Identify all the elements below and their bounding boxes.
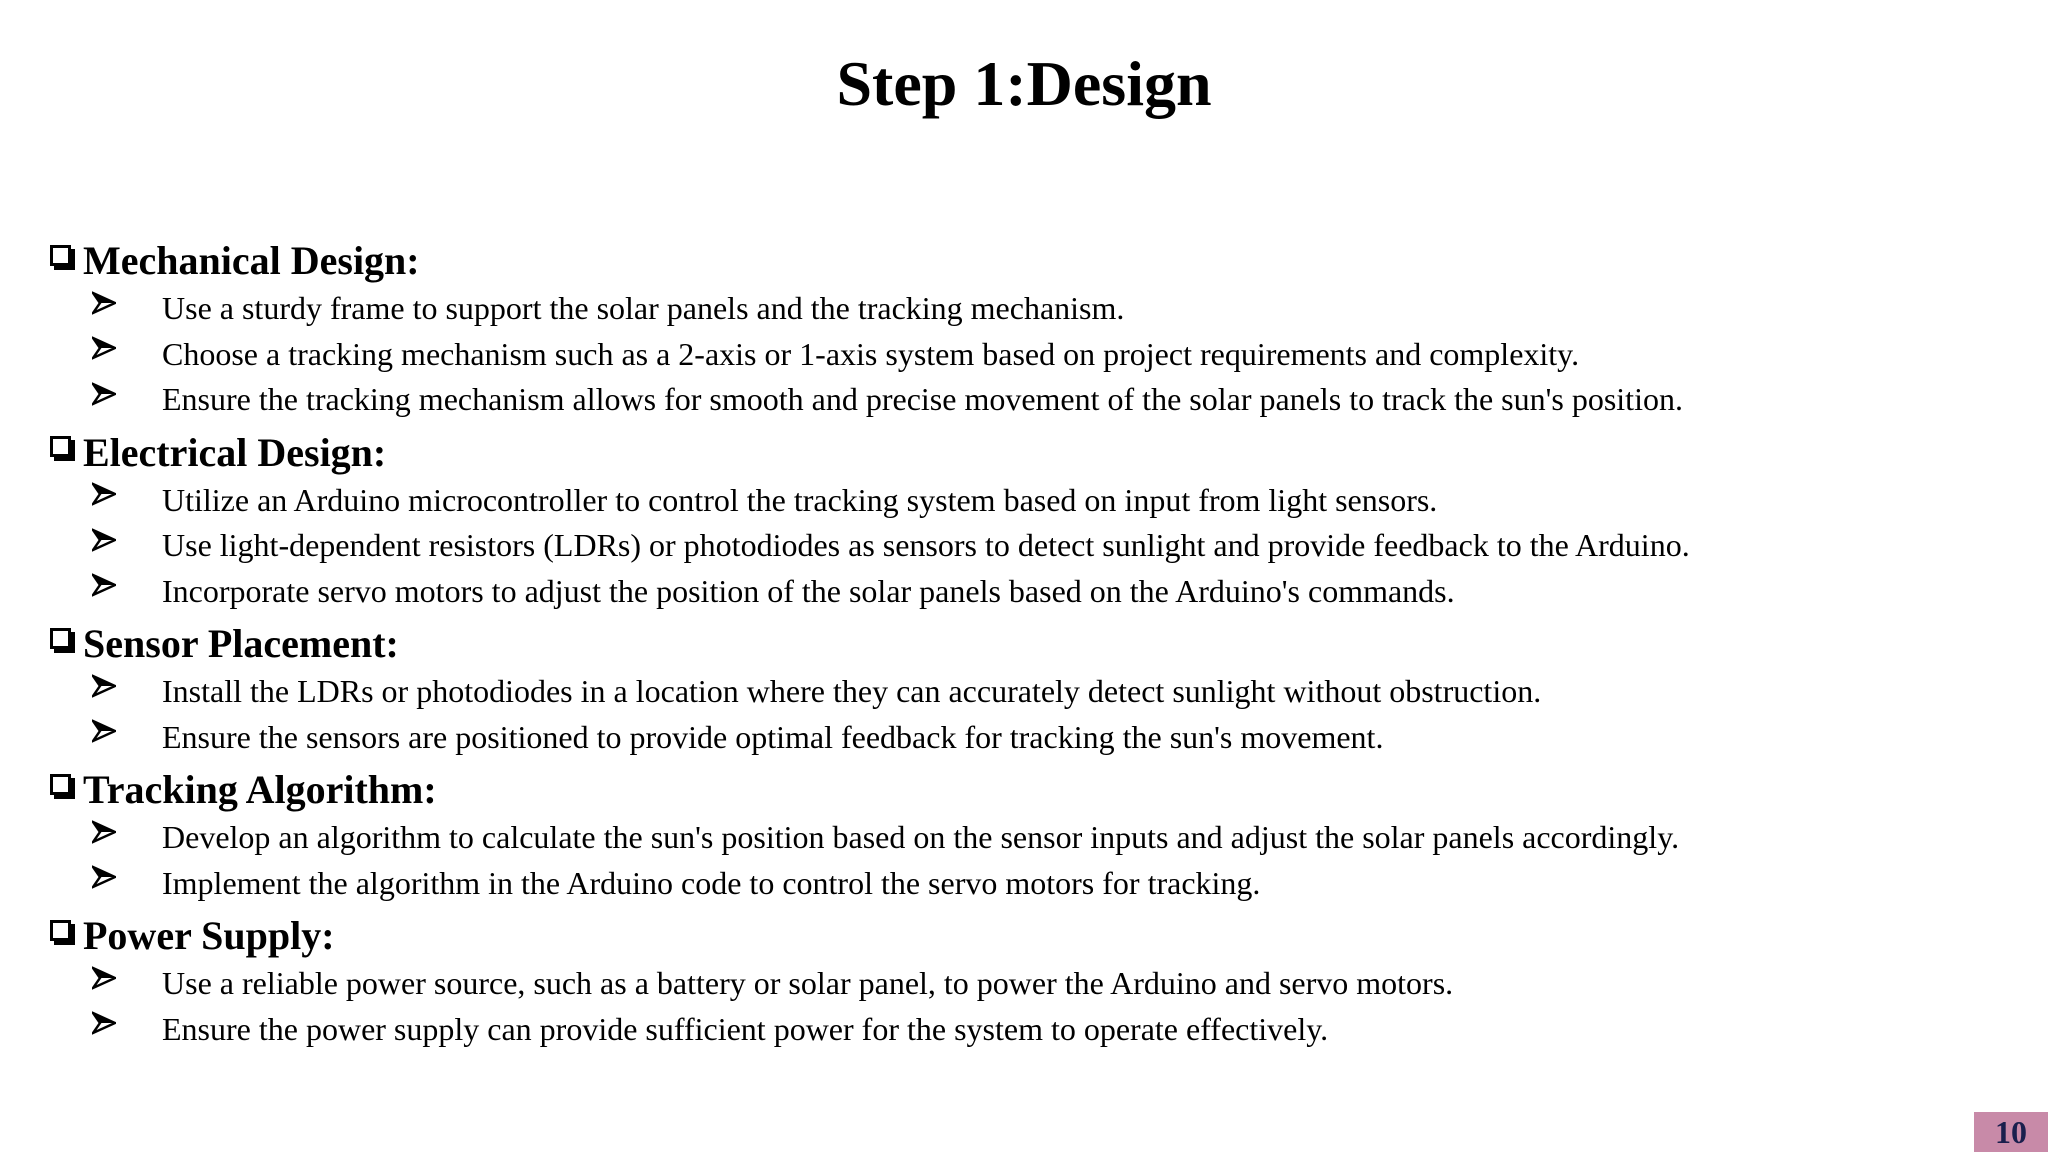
bullet-text: Use a reliable power source, such as a battery or solar panel, to power the Arduino and servo motors. [162,965,1454,1002]
bullet-text: Install the LDRs or photodiodes in a location where they can accurately detect sunlight without obstruction. [162,673,1542,710]
bullet-item [50,332,2010,378]
section-heading-text: Mechanical Design: [83,238,420,283]
bullet-text: Incorporate servo motors to adjust the position of the solar panels based on the Arduino's commands. [162,572,1455,609]
section-electrical-design [50,428,2010,615]
bullet-item [50,1007,2010,1053]
arrowhead-icon [92,482,116,506]
checkbox-icon [50,628,71,649]
checkbox-icon [50,436,71,457]
section-power-supply [50,911,2010,1052]
section-heading [50,428,2010,478]
arrowhead-icon [92,336,116,360]
bullet-item [50,523,2010,569]
section-sensor-placement [50,619,2010,760]
bullet-item [50,478,2010,524]
arrowhead-icon [92,291,116,315]
section-heading [50,619,2010,669]
bullet-text: Implement the algorithm in the Arduino code to control the servo motors for tracking. [162,864,1261,901]
arrowhead-icon [92,820,116,844]
section-heading [50,911,2010,961]
arrowhead-icon [92,573,116,597]
slide-content [50,236,2010,1052]
checkbox-icon [50,245,71,266]
bullet-text: Ensure the tracking mechanism allows for smooth and precise movement of the solar panels to track the sun's position. [162,381,1683,418]
section-tracking-algorithm [50,765,2010,906]
arrowhead-icon [92,1011,116,1035]
bullet-text: Use a sturdy frame to support the solar panels and the tracking mechanism. [162,290,1125,327]
section-mechanical-design [50,236,2010,423]
bullet-text: Ensure the sensors are positioned to provide optimal feedback for tracking the sun's movement. [162,718,1384,755]
bullet-item [50,286,2010,332]
bullet-text: Choose a tracking mechanism such as a 2-axis or 1-axis system based on project requirements and complexity. [162,335,1580,372]
section-heading [50,236,2010,286]
bullet-item [50,861,2010,907]
bullet-item [50,377,2010,423]
slide-title: Step 1:Design [836,48,1212,119]
section-heading-text: Sensor Placement: [83,621,399,666]
bullet-text: Ensure the power supply can provide sufficient power for the system to operate effectively. [162,1010,1329,1047]
bullet-item [50,715,2010,761]
arrowhead-icon [92,719,116,743]
bullet-item [50,669,2010,715]
bullet-item [50,815,2010,861]
checkbox-icon [50,774,71,795]
arrowhead-icon [92,382,116,406]
section-heading-text: Power Supply: [83,913,335,958]
bullet-item [50,569,2010,615]
checkbox-icon [50,920,71,941]
arrowhead-icon [92,674,116,698]
bullet-text: Utilize an Arduino microcontroller to control the tracking system based on input from light sensors. [162,481,1438,518]
arrowhead-icon [92,865,116,889]
section-heading-text: Tracking Algorithm: [83,767,437,812]
bullet-item [50,961,2010,1007]
bullet-text: Use light-dependent resistors (LDRs) or photodiodes as sensors to detect sunlight and provide feedback to the Arduino. [162,527,1690,564]
page-number-badge: 10 [1974,1112,2048,1152]
section-heading [50,765,2010,815]
arrowhead-icon [92,528,116,552]
section-heading-text: Electrical Design: [83,429,387,475]
bullet-text: Develop an algorithm to calculate the sun's position based on the sensor inputs and adjust the solar panels accordingly. [162,819,1680,856]
arrowhead-icon [92,966,116,990]
